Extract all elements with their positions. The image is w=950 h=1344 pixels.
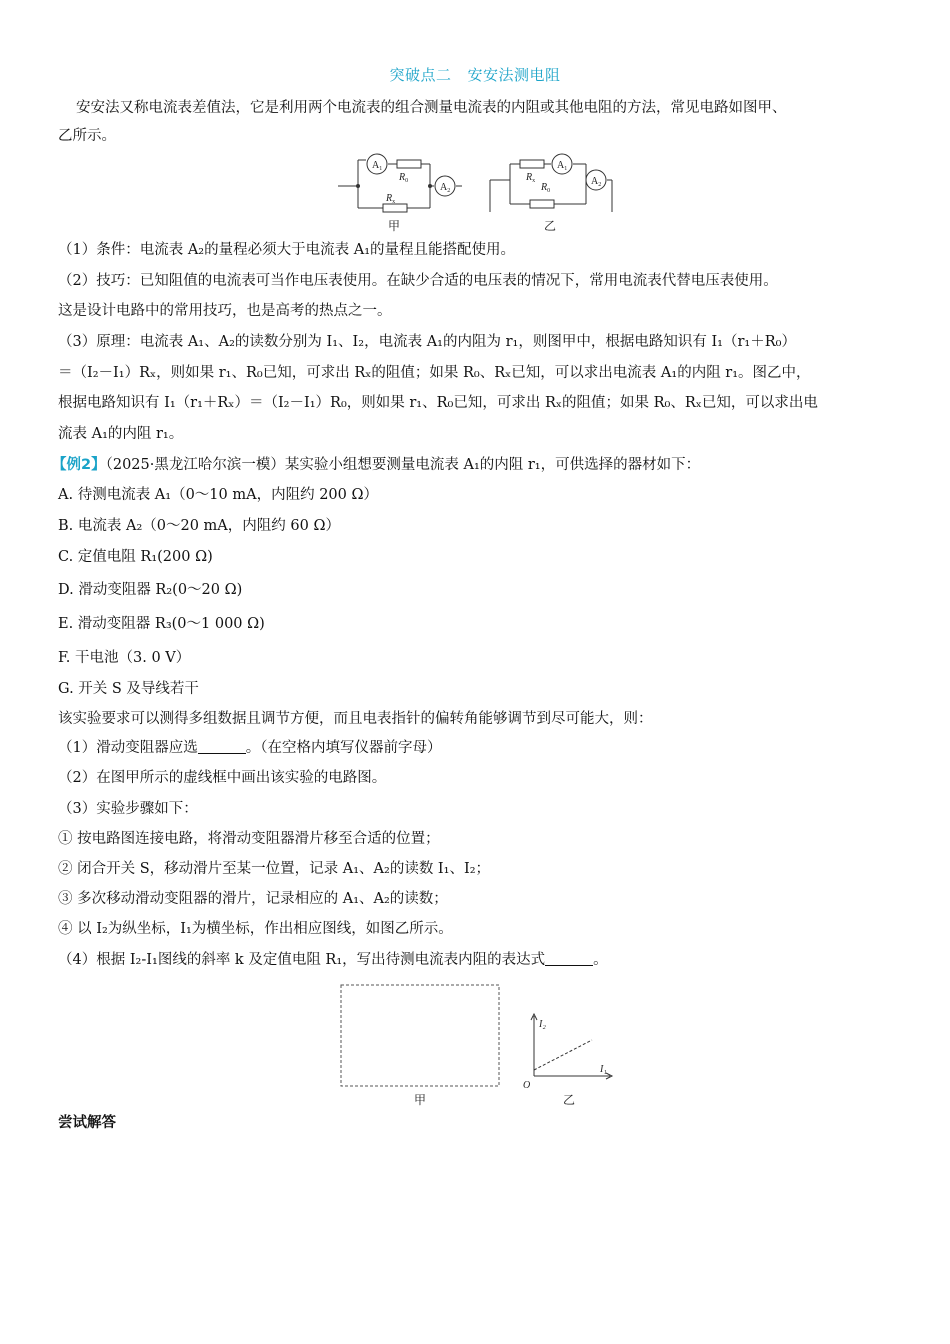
question-3: （3）实验步骤如下： bbox=[58, 801, 198, 817]
y-axis-label: I₂ bbox=[539, 1019, 546, 1030]
rx-yi-label: $R_x$ bbox=[526, 172, 536, 184]
example-heading bbox=[52, 455, 700, 475]
option-f: F. 干电池（3. 0 V） bbox=[58, 650, 191, 666]
option-c: C. 定值电阻 R₁(200 Ω) bbox=[58, 549, 213, 565]
x-axis-label: I₁ bbox=[600, 1064, 607, 1075]
option-d: D. 滑动变阻器 R₂(0～20 Ω) bbox=[58, 582, 243, 598]
principle-line-1: （3）原理：电流表 A₁、A₂的读数分别为 I₁、I₂，电流表 A₁的内阻为 r₁，则图甲中，根据电路知识有 I₁（r₁＋R₀） bbox=[58, 334, 796, 350]
r0-yi-label: $R_0$ bbox=[541, 182, 551, 194]
question-1-tail: 。（在空格内填写仪器前字母） bbox=[245, 740, 442, 756]
example-label: 【例2】 bbox=[52, 457, 106, 473]
node-dots bbox=[356, 184, 432, 188]
question-4-tail: 。 bbox=[593, 952, 608, 968]
answer-blank-1[interactable] bbox=[198, 739, 246, 754]
step-3: ③ 多次移动滑动变阻器的滑片，记录相应的 A₁、A₂的读数； bbox=[58, 891, 448, 907]
a2-yi-label: $A_2$ bbox=[591, 176, 602, 188]
condition-line: （1）条件：电流表 A₂的量程必须大于电流表 A₁的量程且能搭配使用。 bbox=[58, 242, 516, 258]
question-2: （2）在图甲所示的虚线框中画出该实验的电路图。 bbox=[58, 770, 387, 786]
answer-blank-4[interactable] bbox=[545, 951, 593, 966]
requirement-line: 该实验要求可以测得多组数据且调节方便，而且电表指针的偏转角能够调节到尽可能大，则： bbox=[58, 711, 653, 727]
technique-line-1: （2）技巧：已知阻值的电流表可当作电压表使用。在缺少合适的电压表的情况下，常用电流表代替电压表使用。 bbox=[58, 273, 778, 289]
rx-jia-label: $R_x$ bbox=[386, 193, 396, 205]
a2-jia-label: $A_2$ bbox=[440, 182, 451, 194]
question-1 bbox=[58, 738, 441, 758]
a1-yi-label: $A_1$ bbox=[557, 160, 568, 172]
step-1: ① 按电路图连接电路，将滑动变阻器滑片移至合适的位置； bbox=[58, 831, 440, 847]
origin-label: O bbox=[523, 1080, 531, 1091]
resistor-rx-jia bbox=[383, 204, 407, 212]
section-title-part2: 安安法测电阻 bbox=[467, 66, 561, 84]
fig1-caption-jia: 甲 bbox=[388, 219, 401, 233]
section-title bbox=[0, 64, 950, 85]
option-a: A. 待测电流表 A₁（0～10 mA，内阻约 200 Ω） bbox=[58, 487, 379, 503]
step-2: ② 闭合开关 S，移动滑片至某一位置，记录 A₁、A₂的读数 I₁、I₂； bbox=[58, 861, 491, 877]
fig2-caption-yi: 乙 bbox=[563, 1093, 576, 1107]
option-b: B. 电流表 A₂（0～20 mA，内阻约 60 Ω） bbox=[58, 518, 340, 534]
question-4 bbox=[58, 950, 608, 970]
a1-jia-label: $A_1$ bbox=[372, 160, 383, 172]
intro-line-1: 安安法又称电流表差值法，它是利用两个电流表的组合测量电流表的内阻或其他电阻的方法，常见电路如图甲、 bbox=[76, 100, 787, 116]
fig1-caption-yi: 乙 bbox=[544, 219, 557, 233]
figure-2 bbox=[330, 980, 630, 1110]
example-source: （2025·黑龙江哈尔滨一模） bbox=[105, 457, 285, 473]
resistor-r0-yi bbox=[530, 200, 554, 208]
question-4-text: （4）根据 I₂-I₁图线的斜率 k 及定值电阻 R₁，写出待测电流表内阻的表达式 bbox=[58, 952, 546, 968]
option-g: G. 开关 S 及导线若干 bbox=[58, 681, 199, 697]
resistor-r0-jia bbox=[397, 160, 421, 168]
section-title-part1: 突破点二 bbox=[389, 66, 452, 84]
intro-line-2: 乙所示。 bbox=[58, 128, 116, 144]
example-text: 某实验小组想要测量电流表 A₁的内阻 r₁，可供选择的器材如下： bbox=[284, 457, 701, 473]
step-4: ④ 以 I₂为纵坐标，I₁为横坐标，作出相应图线，如图乙所示。 bbox=[58, 921, 453, 937]
resistor-rx-yi bbox=[520, 160, 544, 168]
principle-line-4: 流表 A₁的内阻 r₁。 bbox=[58, 426, 184, 442]
option-e: E. 滑动变阻器 R₃(0～1 000 Ω) bbox=[58, 616, 265, 632]
technique-line-2: 这是设计电路中的常用技巧，也是高考的热点之一。 bbox=[58, 303, 392, 319]
answer-heading: 尝试解答 bbox=[58, 1115, 116, 1131]
circuit-drawing-box bbox=[341, 985, 499, 1086]
r0-jia-label: $R_0$ bbox=[399, 172, 409, 184]
fig2-caption-jia: 甲 bbox=[414, 1093, 427, 1107]
graph-line bbox=[534, 1040, 592, 1070]
question-1-text: （1）滑动变阻器应选 bbox=[58, 740, 198, 756]
principle-line-3: 根据电路知识有 I₁（r₁＋Rₓ）＝（I₂－I₁）R₀，则如果 r₁、R₀已知，可求出 Rₓ的阻值；如果 R₀、Rₓ已知，可以求出电 bbox=[58, 395, 818, 411]
circuit-diagrams bbox=[330, 150, 620, 236]
principle-line-2: ＝（I₂－I₁）Rₓ，则如果 r₁、R₀已知，可求出 Rₓ的阻值；如果 R₀、Rₓ已知，可以求出电流表 A₁的内阻 r₁。图乙中， bbox=[58, 365, 811, 381]
